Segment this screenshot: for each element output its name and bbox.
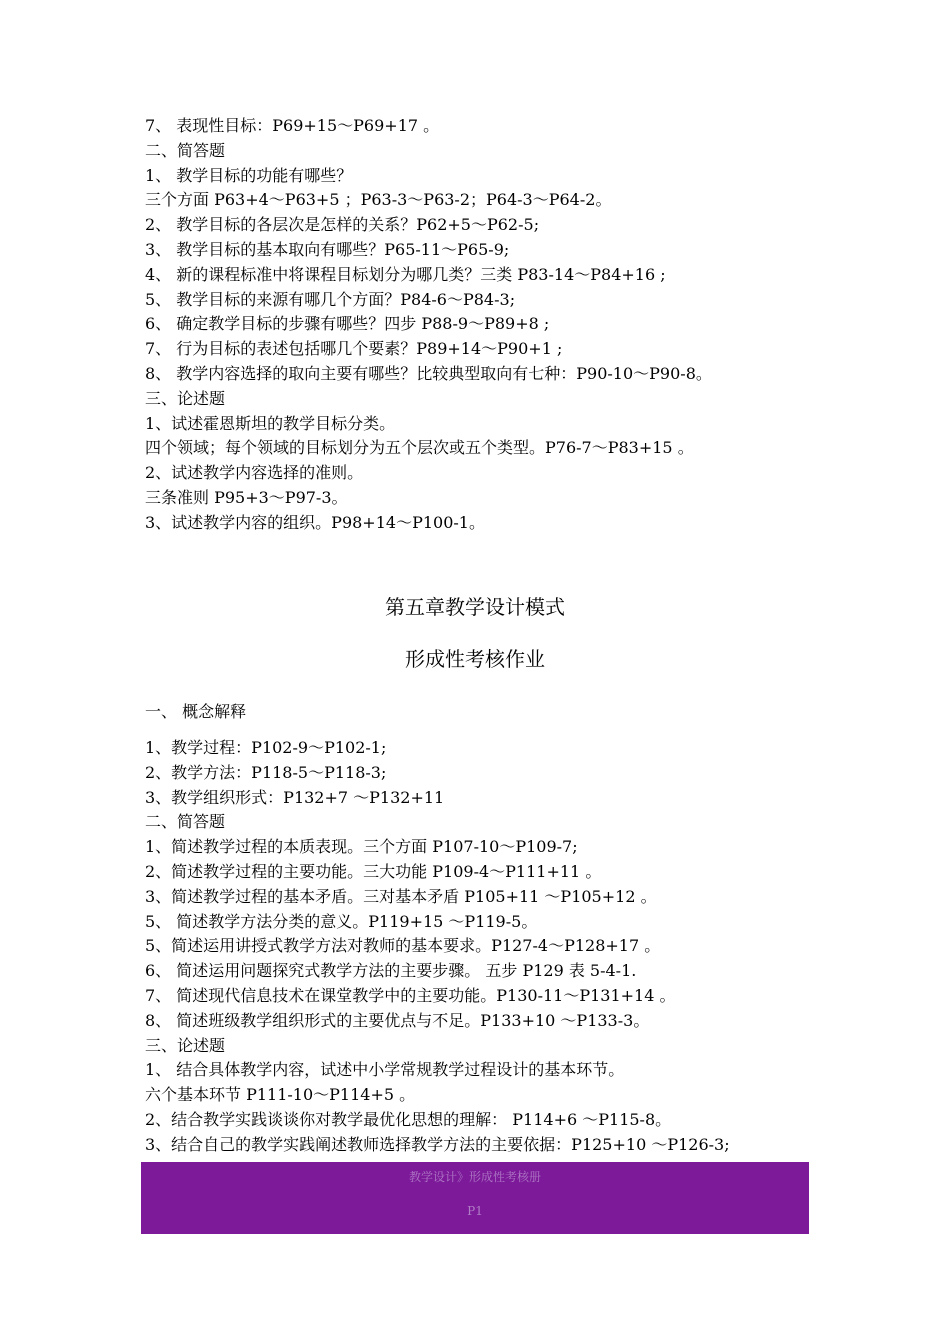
chapter-title: 第五章教学设计模式 — [385, 595, 565, 619]
footer-page-number: P1 — [467, 1204, 483, 1218]
text-line: 1、教学过程：P102-9～P102-1; — [145, 738, 387, 757]
text-line: 六个基本环节 P111-10～P114+5 。 — [145, 1085, 416, 1105]
text-line: 5、简述运用讲授式教学方法对教师的基本要求。P127-4～P128+17 。 — [145, 936, 661, 956]
bottom-text-block — [145, 736, 825, 1158]
text-line: 二、简答题 — [145, 140, 226, 160]
text-line: 7、 表现性目标：P69+15～P69+17 。 — [145, 116, 440, 135]
text-line: 3、教学组织形式：P132+7 ～P132+11 — [145, 787, 445, 807]
text-line: 8、 简述班级教学组织形式的主要优点与不足。P133+10 ～P133-3。 — [145, 1010, 650, 1030]
text-line: 8、 教学内容选择的取向主要有哪些？比较典型取向有七种：P90-10～P90-8。 — [145, 363, 712, 383]
text-line: 2、 教学目标的各层次是怎样的关系？P62+5～P62-5; — [145, 215, 540, 235]
top-text-block — [145, 114, 825, 536]
text-line: 5、 简述教学方法分类的意义。P119+15 ～P119-5。 — [145, 911, 538, 931]
text-line: 2、结合教学实践谈谈你对教学最优化思想的理解： P114+6 ～P115-8。 — [145, 1109, 672, 1129]
section-heading-concepts: 一、 概念解释 — [145, 702, 247, 721]
text-line: 三个方面 P63+4～P63+5 ；P63-3～P63-2；P64-3～P64-2。 — [145, 190, 612, 210]
text-line: 1、 结合具体教学内容，试述中小学常规教学过程设计的基本环节。 — [145, 1060, 625, 1080]
text-line: 四个领域；每个领域的目标划分为五个层次或五个类型。P76-7～P83+15 。 — [145, 438, 694, 458]
text-line: 6、 确定教学目标的步骤有哪些？四步 P88-9～P89+8 ; — [145, 314, 550, 334]
text-line: 4、 新的课程标准中将课程目标划分为哪几类？三类 P83-14～P84+16 ; — [145, 264, 666, 284]
text-line: 三条准则 P95+3～P97-3。 — [145, 487, 348, 507]
text-line: 三、论述题 — [145, 388, 226, 408]
text-line: 5、 教学目标的来源有哪几个方面？P84-6～P84-3; — [145, 289, 516, 309]
footer-title: 教学设计》形成性考核册 — [408, 1170, 541, 1184]
text-line: 6、 简述运用问题探究式教学方法的主要步骤。 五步 P129 表 5-4-1. — [145, 961, 637, 981]
text-line: 2、教学方法：P118-5～P118-3; — [145, 762, 387, 782]
text-line: 3、 教学目标的基本取向有哪些？P65-11～P65-9; — [145, 239, 510, 259]
footer-band — [141, 1162, 809, 1234]
text-line: 2、试述教学内容选择的准则。 — [145, 463, 364, 483]
text-line: 1、试述霍恩斯坦的教学目标分类。 — [145, 413, 396, 433]
text-line: 2、简述教学过程的主要功能。三大功能 P109-4～P111+11 。 — [145, 861, 602, 881]
text-line: 1、简述教学过程的本质表现。三个方面 P107-10～P109-7; — [145, 837, 578, 857]
text-line: 3、简述教学过程的基本矛盾。三对基本矛盾 P105+11 ～P105+12 。 — [145, 886, 657, 906]
text-line: 三、论述题 — [145, 1035, 226, 1055]
assignment-title: 形成性考核作业 — [405, 647, 545, 671]
text-line: 3、结合自己的教学实践阐述教师选择教学方法的主要依据：P125+10 ～P126-3; — [145, 1134, 730, 1154]
text-line: 3、试述教学内容的组织。P98+14～P100-1。 — [145, 512, 485, 532]
text-line: 7、 简述现代信息技术在课堂教学中的主要功能。P130-11～P131+14 。 — [145, 985, 676, 1005]
text-line: 1、 教学目标的功能有哪些？ — [145, 165, 353, 185]
text-line: 7、 行为目标的表述包括哪几个要素？P89+14～P90+1 ; — [145, 339, 563, 359]
text-line: 二、简答题 — [145, 812, 226, 832]
